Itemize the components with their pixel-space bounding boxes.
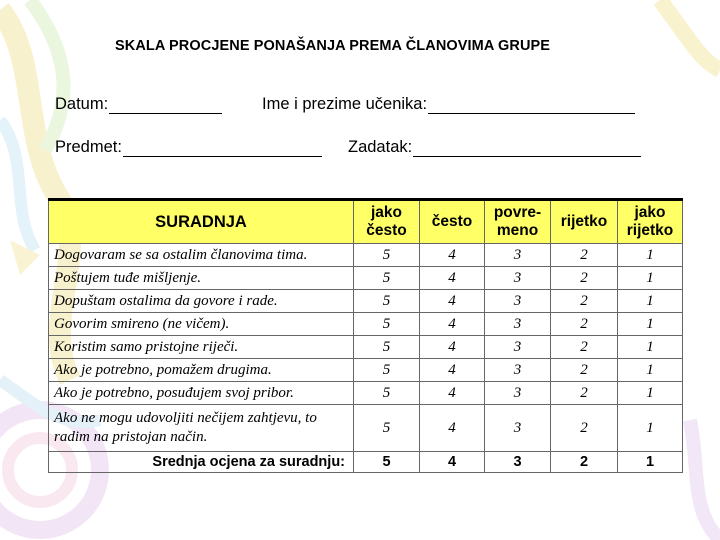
rating-cell[interactable]: 1 xyxy=(618,336,683,359)
table-row xyxy=(49,405,683,452)
header-jako-rijetko: jako rijetko xyxy=(618,200,683,244)
rating-cell[interactable]: 5 xyxy=(354,359,420,382)
rating-cell[interactable]: 2 xyxy=(551,267,618,290)
statement-cell: Ako je potrebno, posuđujem svoj pribor. xyxy=(49,382,354,405)
header-suradnja: SURADNJA xyxy=(49,200,354,244)
statement-cell: Ako je potrebno, pomažem drugima. xyxy=(49,359,354,382)
rating-cell[interactable]: 4 xyxy=(420,382,485,405)
statement-cell: Govorim smireno (ne vičem). xyxy=(49,313,354,336)
rating-cell[interactable]: 2 xyxy=(551,405,618,452)
zadatak-field[interactable] xyxy=(348,138,641,157)
average-value: 5 xyxy=(354,452,420,473)
statement-cell: Dogovaram se sa ostalim članovima tima. xyxy=(49,244,354,267)
rating-cell[interactable]: 1 xyxy=(618,382,683,405)
table-row xyxy=(49,290,683,313)
rating-cell[interactable]: 2 xyxy=(551,359,618,382)
header-rijetko: rijetko xyxy=(551,200,618,244)
rating-cell[interactable]: 1 xyxy=(618,405,683,452)
table-row xyxy=(49,244,683,267)
rating-cell[interactable]: 5 xyxy=(354,382,420,405)
average-value: 3 xyxy=(485,452,551,473)
statement-cell: Poštujem tuđe mišljenje. xyxy=(49,267,354,290)
average-value: 2 xyxy=(551,452,618,473)
rating-cell[interactable]: 2 xyxy=(551,244,618,267)
rating-cell[interactable]: 4 xyxy=(420,405,485,452)
average-value: 1 xyxy=(618,452,683,473)
page-title: SKALA PROCJENE PONAŠANJA PREMA ČLANOVIMA GRUPE xyxy=(115,38,551,54)
predmet-field[interactable] xyxy=(55,138,322,157)
average-value: 4 xyxy=(420,452,485,473)
rating-cell[interactable]: 4 xyxy=(420,244,485,267)
table-row xyxy=(49,267,683,290)
suradnja-table xyxy=(48,198,683,473)
header-cesto: često xyxy=(420,200,485,244)
rating-cell[interactable]: 3 xyxy=(485,405,551,452)
ime-label: Ime i prezime učenika: xyxy=(262,95,428,113)
rating-cell[interactable]: 1 xyxy=(618,359,683,382)
table-row xyxy=(49,359,683,382)
predmet-blank-line[interactable] xyxy=(123,142,322,157)
rating-cell[interactable]: 4 xyxy=(420,336,485,359)
rating-cell[interactable]: 1 xyxy=(618,313,683,336)
rating-cell[interactable]: 3 xyxy=(485,313,551,336)
rating-cell[interactable]: 3 xyxy=(485,382,551,405)
rating-cell[interactable]: 5 xyxy=(354,290,420,313)
rating-cell[interactable]: 1 xyxy=(618,267,683,290)
rating-cell[interactable]: 2 xyxy=(551,313,618,336)
table-row xyxy=(49,313,683,336)
rating-cell[interactable]: 2 xyxy=(551,290,618,313)
rating-cell[interactable]: 3 xyxy=(485,290,551,313)
rating-cell[interactable]: 1 xyxy=(618,290,683,313)
rating-cell[interactable]: 3 xyxy=(485,267,551,290)
rating-cell[interactable]: 5 xyxy=(354,313,420,336)
rating-cell[interactable]: 2 xyxy=(551,336,618,359)
rating-cell[interactable]: 3 xyxy=(485,244,551,267)
ime-blank-line[interactable] xyxy=(428,99,635,114)
rating-cell[interactable]: 4 xyxy=(420,267,485,290)
datum-blank-line[interactable] xyxy=(109,99,222,114)
statement-cell: Ako ne mogu udovoljiti nečijem zahtjevu, to radim na pristojan način. xyxy=(49,405,354,452)
zadatak-label: Zadatak: xyxy=(348,138,413,156)
rating-cell[interactable]: 4 xyxy=(420,359,485,382)
header-povremeno: povre-meno xyxy=(485,200,551,244)
datum-label: Datum: xyxy=(55,95,109,113)
predmet-label: Predmet: xyxy=(55,138,122,156)
rating-cell[interactable]: 2 xyxy=(551,382,618,405)
header-jako-cesto: jako često xyxy=(354,200,420,244)
rating-cell[interactable]: 5 xyxy=(354,336,420,359)
table-header-row xyxy=(49,200,683,244)
rating-cell[interactable]: 3 xyxy=(485,359,551,382)
rating-cell[interactable]: 4 xyxy=(420,313,485,336)
rating-cell[interactable]: 3 xyxy=(485,336,551,359)
zadatak-blank-line[interactable] xyxy=(413,142,641,157)
datum-field[interactable] xyxy=(55,95,222,114)
average-label: Srednja ocjena za suradnju: xyxy=(49,452,354,473)
average-row xyxy=(49,452,683,473)
rating-cell[interactable]: 5 xyxy=(354,267,420,290)
statement-cell: Dopuštam ostalima da govore i rade. xyxy=(49,290,354,313)
rating-cell[interactable]: 5 xyxy=(354,244,420,267)
table-row xyxy=(49,336,683,359)
ime-field[interactable] xyxy=(262,95,635,114)
statement-cell: Koristim samo pristojne riječi. xyxy=(49,336,354,359)
rating-cell[interactable]: 5 xyxy=(354,405,420,452)
table-row xyxy=(49,382,683,405)
rating-cell[interactable]: 1 xyxy=(618,244,683,267)
rating-cell[interactable]: 4 xyxy=(420,290,485,313)
